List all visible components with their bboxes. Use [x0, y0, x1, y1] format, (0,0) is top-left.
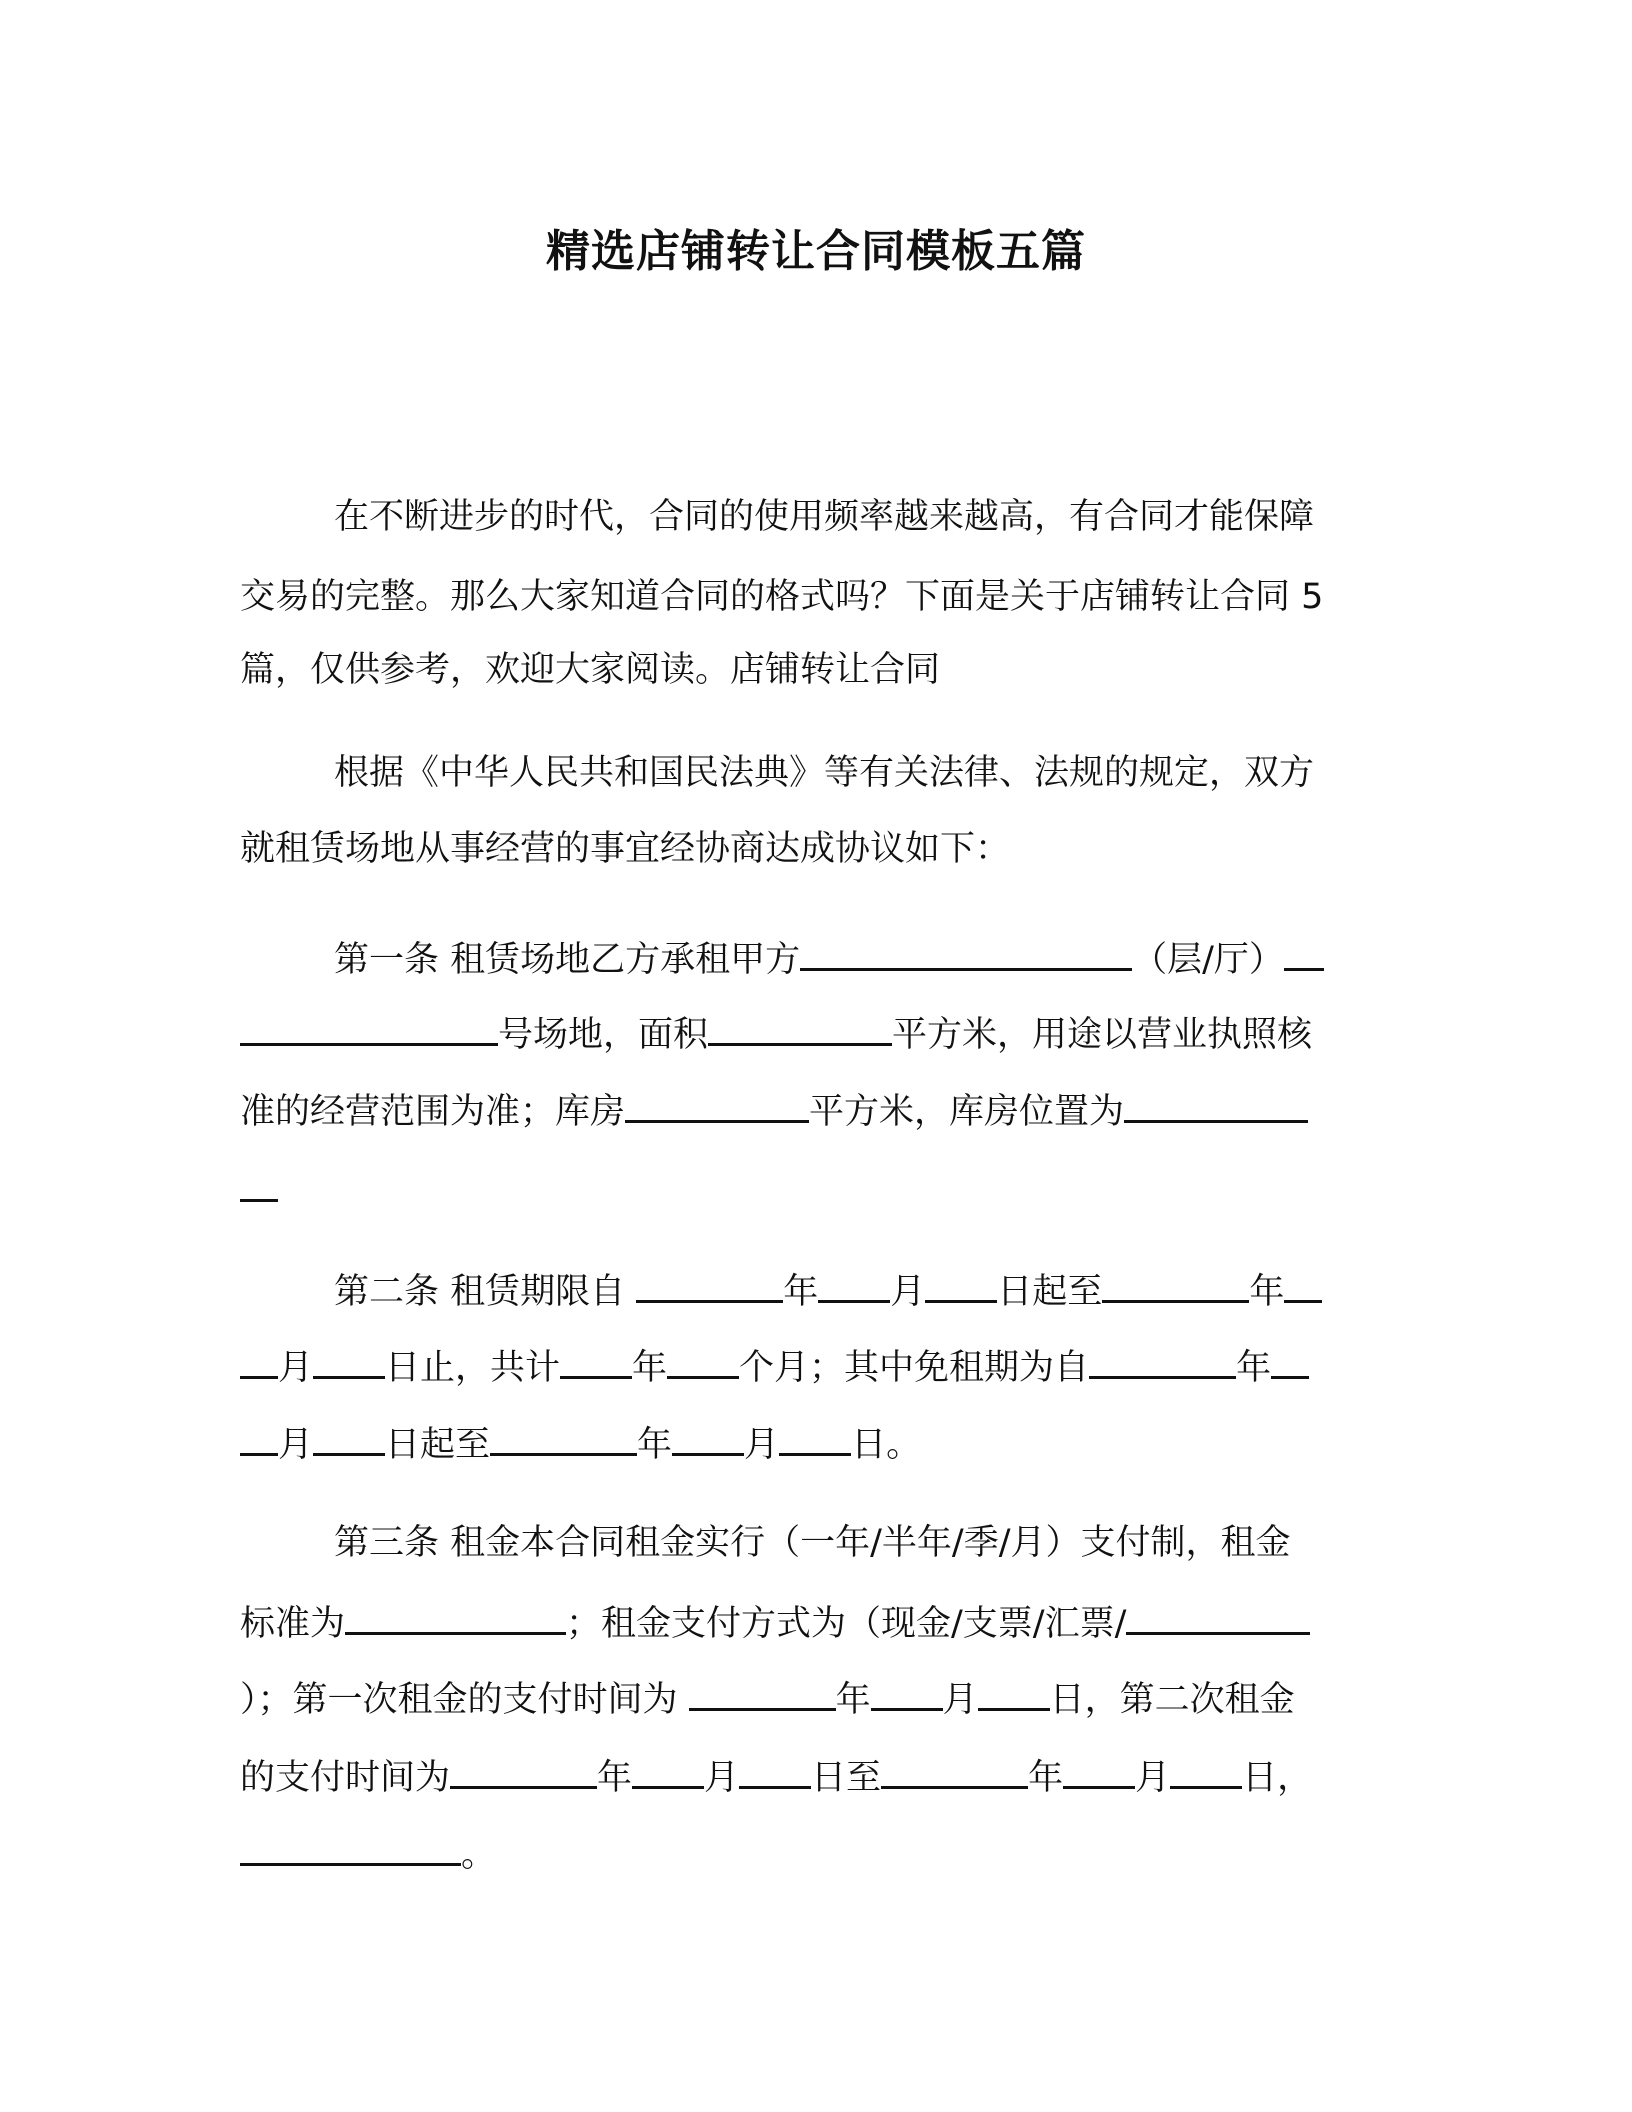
blank-field[interactable]	[625, 1084, 809, 1123]
article1-line-3	[240, 1084, 1308, 1134]
article3-text: 年	[835, 1680, 871, 1720]
article3-text: 。	[461, 1835, 497, 1875]
article2-text: 年	[1236, 1348, 1272, 1388]
blank-field[interactable]	[708, 1007, 892, 1046]
article3-text: 日至	[811, 1758, 882, 1798]
intro-line-3: 篇，仅供参考，欢迎大家阅读。店铺转让合同	[240, 650, 941, 690]
blank-field[interactable]	[240, 1163, 278, 1202]
blank-field[interactable]	[818, 1264, 890, 1303]
article3-text: 日，第二次租金	[1049, 1680, 1295, 1720]
blank-field[interactable]	[925, 1264, 997, 1303]
article2-text: 日。	[851, 1425, 922, 1465]
article3-text: 月	[704, 1758, 740, 1798]
article2-text: 日起至	[385, 1425, 491, 1465]
article2-text: 年	[637, 1425, 673, 1465]
blank-field[interactable]	[1170, 1750, 1242, 1789]
article2-text: 月	[278, 1425, 314, 1465]
blank-field[interactable]	[345, 1596, 566, 1635]
article3-text: 年	[1028, 1758, 1064, 1798]
article2-text: 日起至	[997, 1272, 1103, 1312]
preamble-line-1: 根据《中华人民共和国民法典》等有关法律、法规的规定，双方	[334, 753, 1315, 793]
article1-text: 准的经营范围为准；库房	[240, 1092, 626, 1132]
blank-field[interactable]	[240, 1417, 278, 1456]
article2-line-1	[334, 1264, 1322, 1314]
article3-text: ）；第一次租金的支付时间为	[240, 1680, 689, 1720]
article3-line-2	[240, 1596, 1310, 1646]
article1-text: （层/厅）	[1132, 940, 1284, 980]
blank-field[interactable]	[672, 1417, 744, 1456]
blank-field[interactable]	[636, 1264, 783, 1303]
blank-field[interactable]	[1284, 932, 1324, 971]
blank-field[interactable]	[490, 1417, 637, 1456]
article3-line-1: 第三条 租金本合同租金实行（一年/半年/季/月）支付制，租金	[334, 1523, 1291, 1563]
article2-text: 年	[632, 1348, 668, 1388]
blank-field[interactable]	[978, 1672, 1050, 1711]
article1-line-1	[334, 932, 1324, 982]
blank-field[interactable]	[560, 1340, 632, 1379]
article2-text: 年	[1249, 1272, 1285, 1312]
intro-line-1: 在不断进步的时代，合同的使用频率越来越高，有合同才能保障	[334, 497, 1315, 537]
article3-line-4	[240, 1750, 1312, 1800]
blank-field[interactable]	[1063, 1750, 1135, 1789]
article2-text: 年	[783, 1272, 819, 1312]
blank-field[interactable]	[1102, 1264, 1249, 1303]
blank-field[interactable]	[1126, 1596, 1310, 1635]
article3-text: 月	[942, 1680, 978, 1720]
article3-text: 月	[1135, 1758, 1171, 1798]
article3-text: 年	[597, 1758, 633, 1798]
blank-field[interactable]	[240, 1827, 461, 1866]
preamble-line-2: 就租赁场地从事经营的事宜经协商达成协议如下：	[240, 829, 1011, 869]
article1-text: 号场地，面积	[498, 1015, 709, 1055]
article2-line-3	[240, 1417, 921, 1467]
article1-text: 平方米，用途以营业执照核	[892, 1015, 1313, 1055]
blank-field[interactable]	[881, 1750, 1028, 1789]
blank-field[interactable]	[1124, 1084, 1308, 1123]
article1-text: 第一条 租赁场地乙方承租甲方	[334, 940, 801, 980]
article2-text: 第二条 租赁期限自	[334, 1272, 637, 1312]
article1-line-2	[240, 1007, 1312, 1057]
article2-text: 月	[890, 1272, 926, 1312]
article3-line-5	[240, 1827, 496, 1877]
blank-field[interactable]	[871, 1672, 943, 1711]
article3-text: 的支付时间为	[240, 1758, 451, 1798]
article3-text: 日，	[1242, 1758, 1313, 1798]
article2-text: 个月；其中免租期为自	[739, 1348, 1090, 1388]
document-title: 精选店铺转让合同模板五篇	[546, 226, 1086, 277]
article3-text: ；租金支付方式为（现金/支票/汇票/	[566, 1604, 1127, 1644]
blank-field[interactable]	[689, 1672, 836, 1711]
blank-field[interactable]	[240, 1340, 278, 1379]
blank-field[interactable]	[632, 1750, 704, 1789]
article3-line-3	[240, 1672, 1295, 1722]
article3-text: 标准为	[240, 1604, 346, 1644]
blank-field[interactable]	[1284, 1264, 1322, 1303]
blank-field[interactable]	[313, 1340, 385, 1379]
blank-field[interactable]	[739, 1750, 811, 1789]
blank-field[interactable]	[240, 1007, 498, 1046]
blank-field[interactable]	[1271, 1340, 1309, 1379]
blank-field[interactable]	[800, 932, 1132, 971]
article1-text: 平方米，库房位置为	[809, 1092, 1125, 1132]
blank-field[interactable]	[1089, 1340, 1236, 1379]
intro-line-2: 交易的完整。那么大家知道合同的格式吗？下面是关于店铺转让合同 5	[240, 577, 1324, 617]
blank-field[interactable]	[667, 1340, 739, 1379]
article2-text: 日止，共计	[385, 1348, 561, 1388]
article2-text: 月	[278, 1348, 314, 1388]
blank-field[interactable]	[313, 1417, 385, 1456]
blank-field[interactable]	[450, 1750, 597, 1789]
article2-line-2	[240, 1340, 1309, 1390]
blank-field[interactable]	[779, 1417, 851, 1456]
article2-text: 月	[744, 1425, 780, 1465]
article1-line-4	[240, 1163, 278, 1213]
